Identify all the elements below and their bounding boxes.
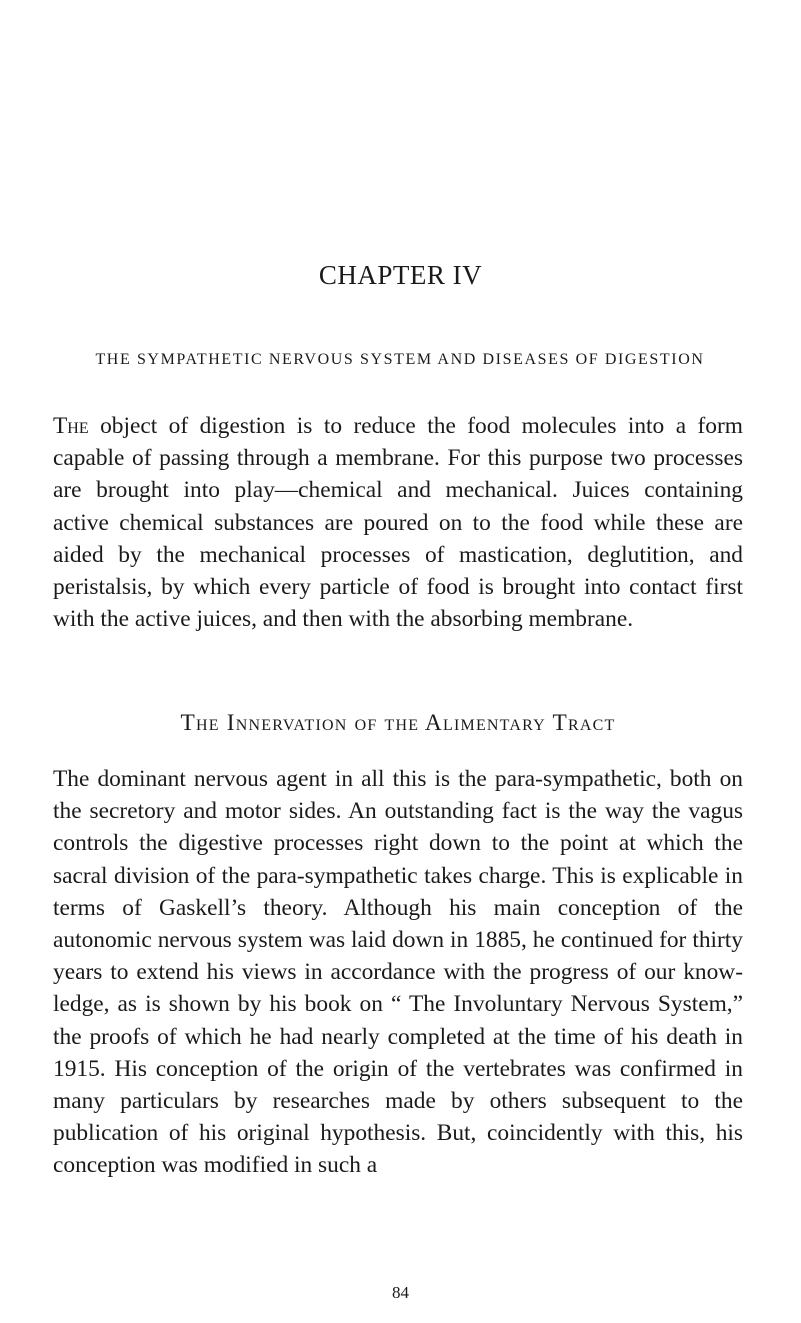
section-heading: The Innervation of the Alimentary Tract <box>180 710 616 736</box>
paragraph-text: object of digestion is to reduce the food molecules into a form capable of passing through a membrane. For this purpose two processes are brought into play—chemical and mechanical. Juices containing active chemical substances are poured on to the food while these are aided by the mechanical processes of mastication, deglutition, and peristalsis, by which every particle of food is brought into contact first with the active juices, and then with the absorbing membrane. <box>53 413 743 633</box>
chapter-heading: CHAPTER IV <box>318 260 483 290</box>
paragraph-lead-word: The <box>53 413 89 439</box>
chapter-title: THE SYMPATHETIC NERVOUS SYSTEM AND DISEASES OF DIGESTION <box>95 351 705 368</box>
body-paragraph <box>53 410 743 635</box>
body-paragraph: The dominant nervous agent in all this is the para-sympathetic, both on the secretory and motor sides. An outstanding fact is the way the vagus controls the digestive processes right down to the point at which the sacral division of the para-sympathetic takes charge. This is explicable in terms of Gaskell’s theory. Although his main conception of the autonomic nervous system was laid down in 1885, he continued for thirty years to extend his views in accordance with the progress of our knowledge, as is shown by his book on “ The Involuntary Nervous System,” the proofs of which he had nearly completed at the time of his death in 1915. His conception of the origin of the vertebrates was confirmed in many particulars by researches made by others subsequent to the publication of his original hypothesis. But, coincidently with this, his conception was modified in such a <box>53 766 743 1179</box>
page-number: 84 <box>392 1283 409 1302</box>
